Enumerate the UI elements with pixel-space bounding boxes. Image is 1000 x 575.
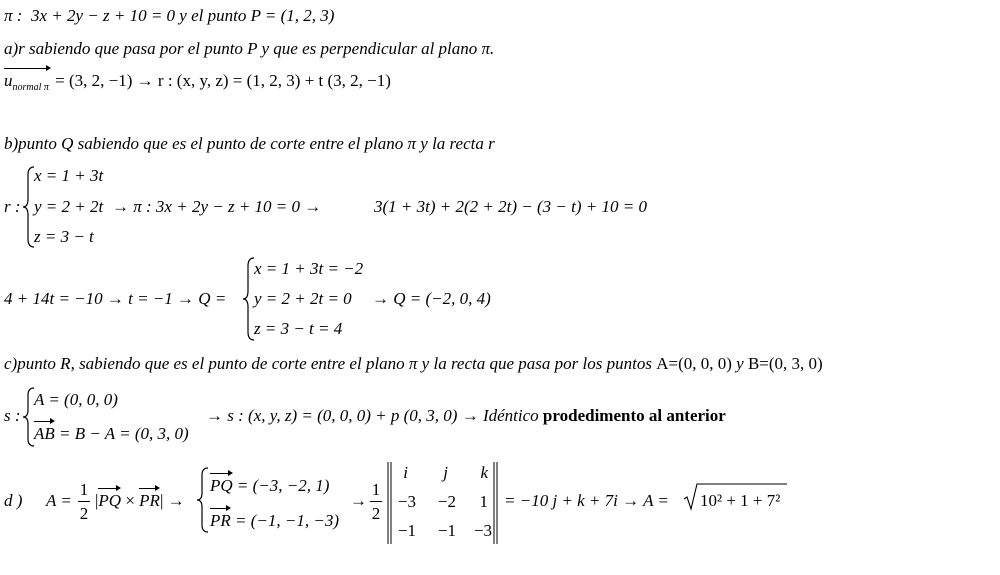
det-r1c0: −3 — [397, 492, 416, 511]
area-label: A = — [46, 491, 72, 510]
frac-den: 2 — [79, 504, 89, 523]
s-eq-ab: AB = B − A = (0, 3, 0) — [34, 424, 189, 443]
pq-vector: PQ = (−3, −2, 1) — [210, 476, 330, 495]
part-d-label: d ) — [4, 491, 23, 510]
part-a-equation: $u_{normal \pi} = (3$, 2, −1) → r : (x, y, z) = (1, 2, 3) + t (3, 2, −1) — [4, 71, 391, 98]
problem-statement: π : 3x + 2y − z + 10 = 0 y el punto P = (1, 2, 3) — [4, 6, 335, 25]
r-to-plane: → π : 3x + 2y − z + 10 = 0 → — [112, 197, 322, 216]
part-a-heading: a)r sabiendo que pasa por el punto P y que es perpendicular al plano π. — [4, 39, 495, 58]
frac2-bar — [370, 501, 382, 502]
det-r2c1: −1 — [437, 521, 456, 540]
sqrt-content: 10² + 1 + 7² — [700, 491, 781, 510]
d-result: = −10 j + k + 7i → A = — [504, 491, 669, 510]
frac-bar — [78, 501, 90, 502]
frac2-den: 2 — [371, 504, 381, 523]
d-system-brace — [196, 466, 210, 534]
r-eq-x: x = 1 + 3t — [34, 166, 104, 185]
cross-product-abs: |PQ × PR| → — [95, 491, 185, 510]
q-eq-x: x = 1 + 3t = −2 — [254, 259, 364, 278]
s-label: s : — [4, 406, 21, 425]
r-eq-z: z = 3 − t — [34, 227, 94, 246]
det-r0c2: k — [480, 463, 488, 482]
det-r1c2: 1 — [479, 492, 488, 511]
frac2-num: 1 — [371, 480, 381, 499]
det-r0c0: i — [403, 463, 408, 482]
arrow: → — [350, 491, 367, 510]
q-result: → Q = (−2, 0, 4) — [372, 289, 491, 308]
det-r0c1: j — [443, 463, 448, 482]
r-substituted: 3(1 + 3t) + 2(2 + 2t) − (3 − t) + 10 = 0 — [374, 197, 647, 216]
part-b-heading: b)punto Q sabiendo que es el punto de corte entre el plano π y la recta r — [4, 134, 495, 153]
q-eq-z: z = 3 − t = 4 — [254, 319, 343, 338]
det-r1c1: −2 — [437, 492, 456, 511]
det-r2c0: −1 — [397, 521, 416, 540]
s-equation: → s : (x, y, z) = (0, 0, 0) + p (0, 3, 0) → Idéntico prodedimento al anterior — [206, 406, 726, 425]
s-eq-a: A = (0, 0, 0) — [34, 390, 118, 409]
det-r2c2: −3 — [473, 521, 492, 540]
q-eq-y: y = 2 + 2t = 0 — [254, 289, 352, 308]
r-label: r : — [4, 197, 21, 216]
solve-t: 4 + 14t = −10 → t = −1 → Q = — [4, 289, 227, 308]
frac-num: 1 — [79, 480, 89, 499]
r-eq-y: y = 2 + 2t — [34, 197, 104, 216]
part-c-heading: c)punto R, sabiendo que es el punto de corte entre el plano π y la recta que pasa por los puntos A=(0, 0, 0) y B=(0, 3, 0) — [4, 354, 823, 373]
pr-vector: PR = (−1, −1, −3) — [210, 511, 339, 530]
